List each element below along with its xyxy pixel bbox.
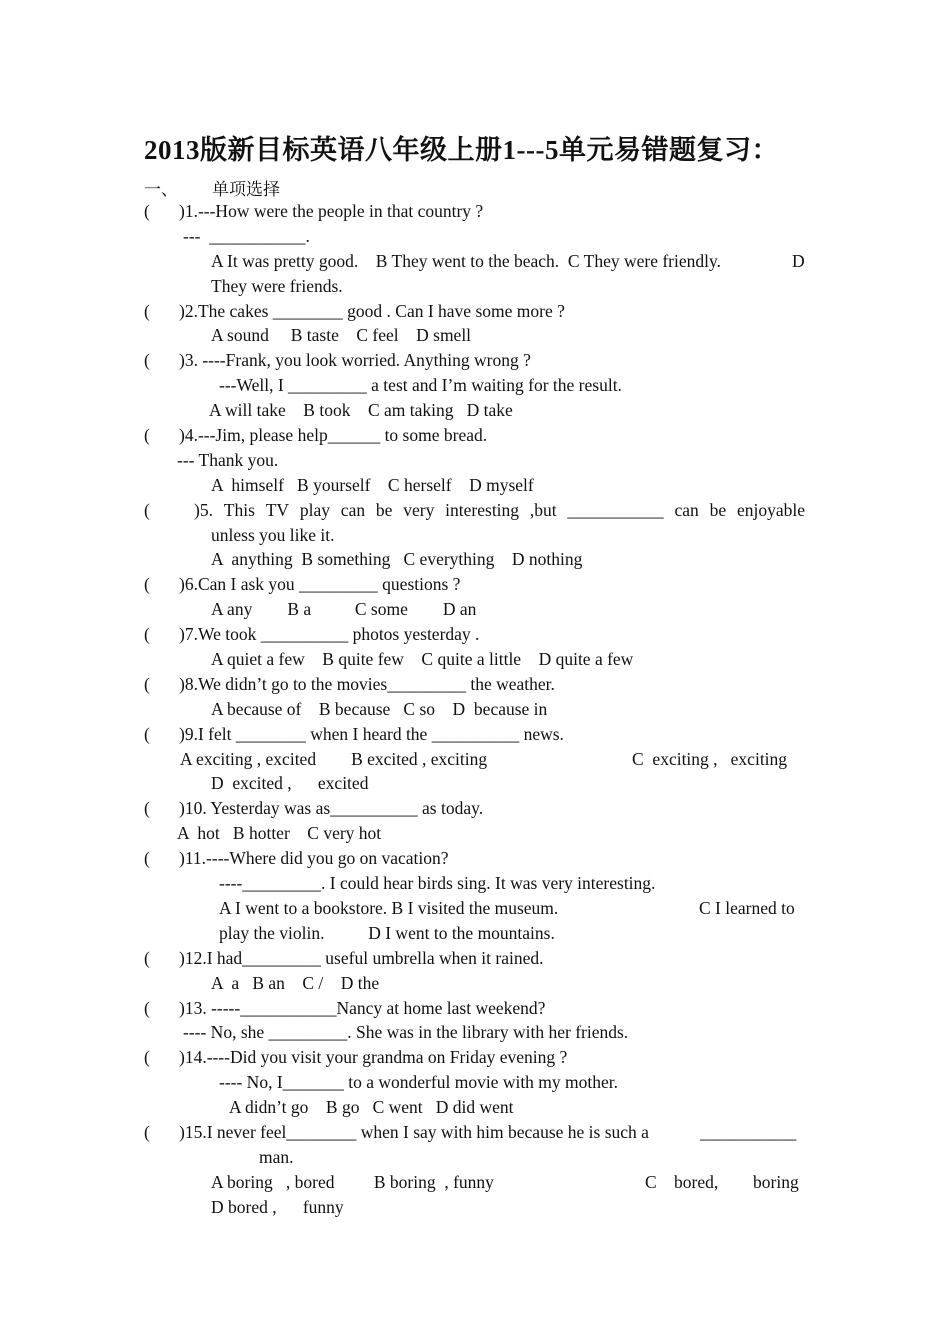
answer-paren: ( [144,947,150,968]
question-list [0,199,950,1220]
answer-paren: ( [144,798,150,819]
question-options: A any B a C some D an [211,599,477,620]
question-reply: --- ___________. [183,225,310,246]
question-option-c: C exciting , exciting [632,748,788,769]
answer-paren: ( [144,300,150,321]
question-stem: )4.---Jim, please help______ to some bread. [179,425,488,446]
stem-word: play [299,499,330,520]
question-reply: --- Thank you. [177,449,279,470]
answer-paren: ( [144,499,150,520]
question-options: A because of B because C so D because in [211,698,548,719]
answer-paren: ( [144,201,150,221]
stem-word: interesting [445,499,520,520]
answer-paren: ( [144,723,150,744]
question-options-ab: A boring , bored B boring , funny [211,1171,494,1192]
question-options: A anything B something C everything D nothing [211,549,583,570]
answer-paren: ( [144,997,150,1018]
question-options: A quiet a few B quite few C quite a little D quite a few [211,649,634,670]
answer-paren: ( [144,624,150,645]
question-stem: )8.We didn’t go to the movies_________ the weather. [179,673,555,694]
question-stem: )6.Can I ask you _________ questions ? [179,574,461,595]
stem-word: TV [265,499,290,520]
stem-word: ,but [529,499,557,520]
question-stem-continued: unless you like it. [211,524,335,545]
question-stem: )9.I felt ________ when I heard the __________ news. [179,723,564,744]
question-options: A It was pretty good. B They went to the beach. C They were friendly. [211,250,721,271]
answer-paren: ( [144,848,150,869]
question-14 [0,1045,950,1070]
question-6 [0,572,950,597]
question-stem-continued: man. [259,1146,294,1167]
question-11 [0,846,950,871]
question-5 [0,498,950,523]
question-stem: )2.The cakes ________ good . Can I have some more ? [179,300,565,321]
question-reply: ---Well, I _________ a test and I’m waiting for the result. [219,375,622,396]
stem-word: be [709,499,727,520]
question-3 [0,348,950,373]
question-stem: )14.----Did you visit your grandma on Friday evening ? [179,1047,568,1068]
question-stem: )13. -----___________Nancy at home last weekend? [179,997,546,1018]
question-stem: )1.---How were the people in that country ? [179,201,484,221]
stem-word: ___________ [567,499,664,520]
answer-paren: ( [144,673,150,694]
question-stem-justified [194,498,805,523]
question-reply: ---- No, I_______ to a wonderful movie with my mother. [219,1072,619,1093]
stem-word: very [403,499,435,520]
section-title: 单项选择 [212,180,280,199]
answer-paren: ( [144,574,150,595]
question-stem: )7.We took __________ photos yesterday . [179,624,480,645]
question-options-ab: A exciting , excited B excited , exciting [180,748,488,769]
question-1 [0,199,950,224]
question-stem: )15.I never feel________ when I say with him because he is such a [179,1121,649,1142]
question-7 [0,622,950,647]
section-number: 一、 [144,180,178,199]
answer-paren: ( [144,1121,150,1142]
question-option-c-word2: boring [753,1171,799,1192]
stem-word: This [223,499,255,520]
question-12 [0,946,950,971]
answer-paren: ( [144,425,150,446]
question-stem: )10. Yesterday was as__________ as today. [179,798,484,819]
stem-word: can [340,499,366,520]
stem-word: )5. [194,499,213,520]
question-2 [0,299,950,324]
answer-paren: ( [144,1047,150,1068]
question-options-cd: play the violin. D I went to the mountains. [219,922,555,943]
question-options: A will take B took C am taking D take [209,400,513,421]
section-heading [144,175,280,200]
question-option-d: D excited , excited [211,773,369,794]
question-options: A hot B hotter C very hot [177,823,382,844]
question-options: A didn’t go B go C went D did went [229,1097,514,1118]
stem-word: can [674,499,699,520]
question-option-d: D [792,250,805,271]
answer-paren: ( [144,350,150,371]
stem-word: enjoyable [736,499,805,520]
question-options: A himself B yourself C herself D myself [211,474,534,495]
question-stem: )12.I had_________ useful umbrella when it rained. [179,947,544,968]
question-reply: ----_________. I could hear birds sing. It was very interesting. [219,873,656,894]
question-options: A sound B taste C feel D smell [211,325,472,346]
question-option-d: D bored , funny [211,1196,344,1217]
question-13 [0,996,950,1021]
question-reply: ---- No, she _________. She was in the library with her friends. [183,1022,629,1043]
page-title: 2013版新目标英语八年级上册1---5单元易错题复习： [144,135,779,165]
question-option-c-word1: bored, [674,1171,719,1192]
question-15 [0,1120,950,1145]
question-9 [0,722,950,747]
question-4 [0,423,950,448]
question-stem: )3. ----Frank, you look worried. Anything wrong ? [179,350,531,371]
question-options: A a B an C / D the [211,972,380,993]
question-8 [0,672,950,697]
question-options-ab: A I went to a bookstore. B I visited the museum. [219,897,559,918]
question-stem: )11.----Where did you go on vacation? [179,848,449,869]
question-option-c-letter: C [645,1171,657,1192]
stem-word: be [375,499,393,520]
question-option-d-text: They were friends. [211,275,343,296]
question-option-c: C I learned to [699,897,795,918]
question-10 [0,796,950,821]
question-blank: ___________ [700,1121,797,1142]
